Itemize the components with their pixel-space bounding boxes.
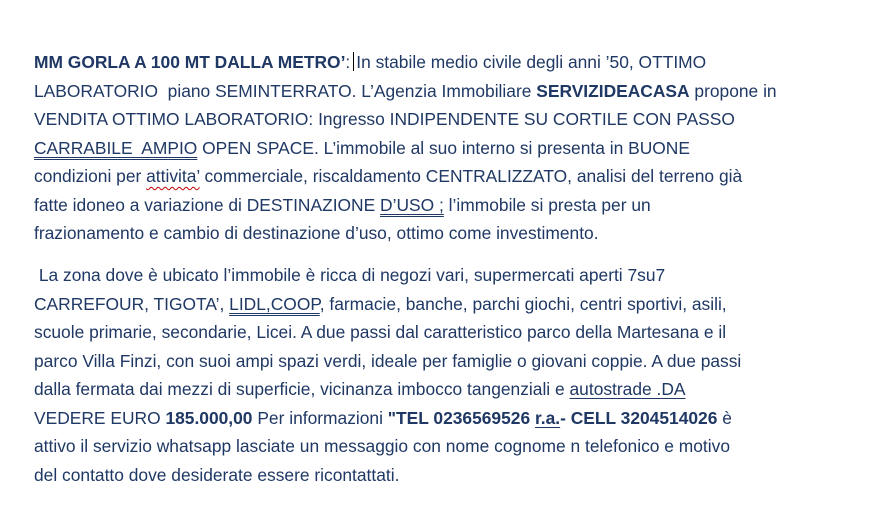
mobile-text: - CELL 3204514026 — [560, 407, 718, 428]
text-run: VEDERE EURO — [34, 407, 166, 428]
text-line: VENDITA OTTIMO LABORATORIO: Ingresso INDIPENDENTE SU CORTILE CON PASSO — [34, 109, 735, 129]
text-line — [34, 134, 849, 163]
text-line — [34, 48, 849, 77]
text-run: dalla fermata dai mezzi di superficie, vicinanza imbocco tangenziali e — [34, 379, 570, 399]
text-line — [34, 191, 849, 220]
text-run: fatte idoneo a variazione di DESTINAZIONE — [34, 194, 381, 215]
underlined-text: autostrade .DA — [569, 379, 686, 399]
text-line: La zona dove è ubicato l’immobile è ricca di negozi vari, supermercati aperti 7su7 — [34, 265, 666, 285]
paragraph-area-description[interactable] — [34, 261, 849, 489]
paragraph-listing-intro[interactable] — [34, 48, 849, 248]
spellcheck-flagged-word[interactable]: r.a. — [534, 407, 561, 428]
text-run: l’immobile si presta per un — [443, 194, 651, 215]
text-run: è — [717, 407, 732, 428]
text-run: , farmacie, banche, parchi giochi, centri sportivi, asili, — [319, 293, 727, 314]
text-line: attivo il servizio whatsapp lasciate un messaggio con nome cognome n telefonico e motivo — [34, 436, 730, 456]
text-run: In stabile medio civile degli anni ’50, OTTIMO — [356, 52, 707, 72]
text-line — [34, 162, 849, 191]
phone-text: "TEL 0236569526 — [387, 407, 535, 428]
text-run: Per informazioni — [252, 407, 388, 428]
underlined-text: LIDL,COOP — [229, 293, 320, 314]
underlined-text: D’USO ; — [380, 194, 444, 215]
agency-name: SERVIZIDEACASA — [536, 80, 690, 101]
text-line — [34, 290, 849, 319]
text-line: frazionamento e cambio di destinazione d’uso, ottimo come investimento. — [34, 223, 599, 243]
text-cursor — [353, 52, 354, 71]
text-line — [34, 404, 849, 433]
text-run: condizioni per — [34, 166, 147, 186]
colon-text: : — [345, 52, 351, 72]
text-line: parco Villa Finzi, con suoi ampi spazi verdi, ideale per famiglie o giovani coppie. A due passi — [34, 350, 742, 371]
price-text: 185.000,00 — [165, 407, 253, 428]
headline-text: MM GORLA A 100 MT DALLA METRO’ — [34, 52, 346, 72]
text-run: LABORATORIO piano SEMINTERRATO. L’Agenzia Immobiliare — [34, 80, 537, 101]
text-run: propone in — [689, 80, 777, 101]
text-line — [34, 375, 849, 404]
underlined-text: CARRABILE AMPIO — [34, 137, 198, 158]
text-run: OPEN SPACE. L’immobile al suo interno si presenta in BUONE — [197, 137, 690, 158]
text-run: commerciale, riscaldamento CENTRALIZZATO, analisi del terreno già — [199, 166, 743, 186]
spellcheck-flagged-word[interactable]: attivita’ — [146, 166, 200, 186]
text-line: del contatto dove desiderate essere ricontattati. — [34, 464, 400, 485]
text-line: scuole primarie, secondarie, Licei. A due passi dal caratteristico parco della Martesana e il — [34, 322, 727, 342]
text-run: CARREFOUR, TIGOTA’, — [34, 293, 230, 314]
text-line — [34, 77, 849, 106]
